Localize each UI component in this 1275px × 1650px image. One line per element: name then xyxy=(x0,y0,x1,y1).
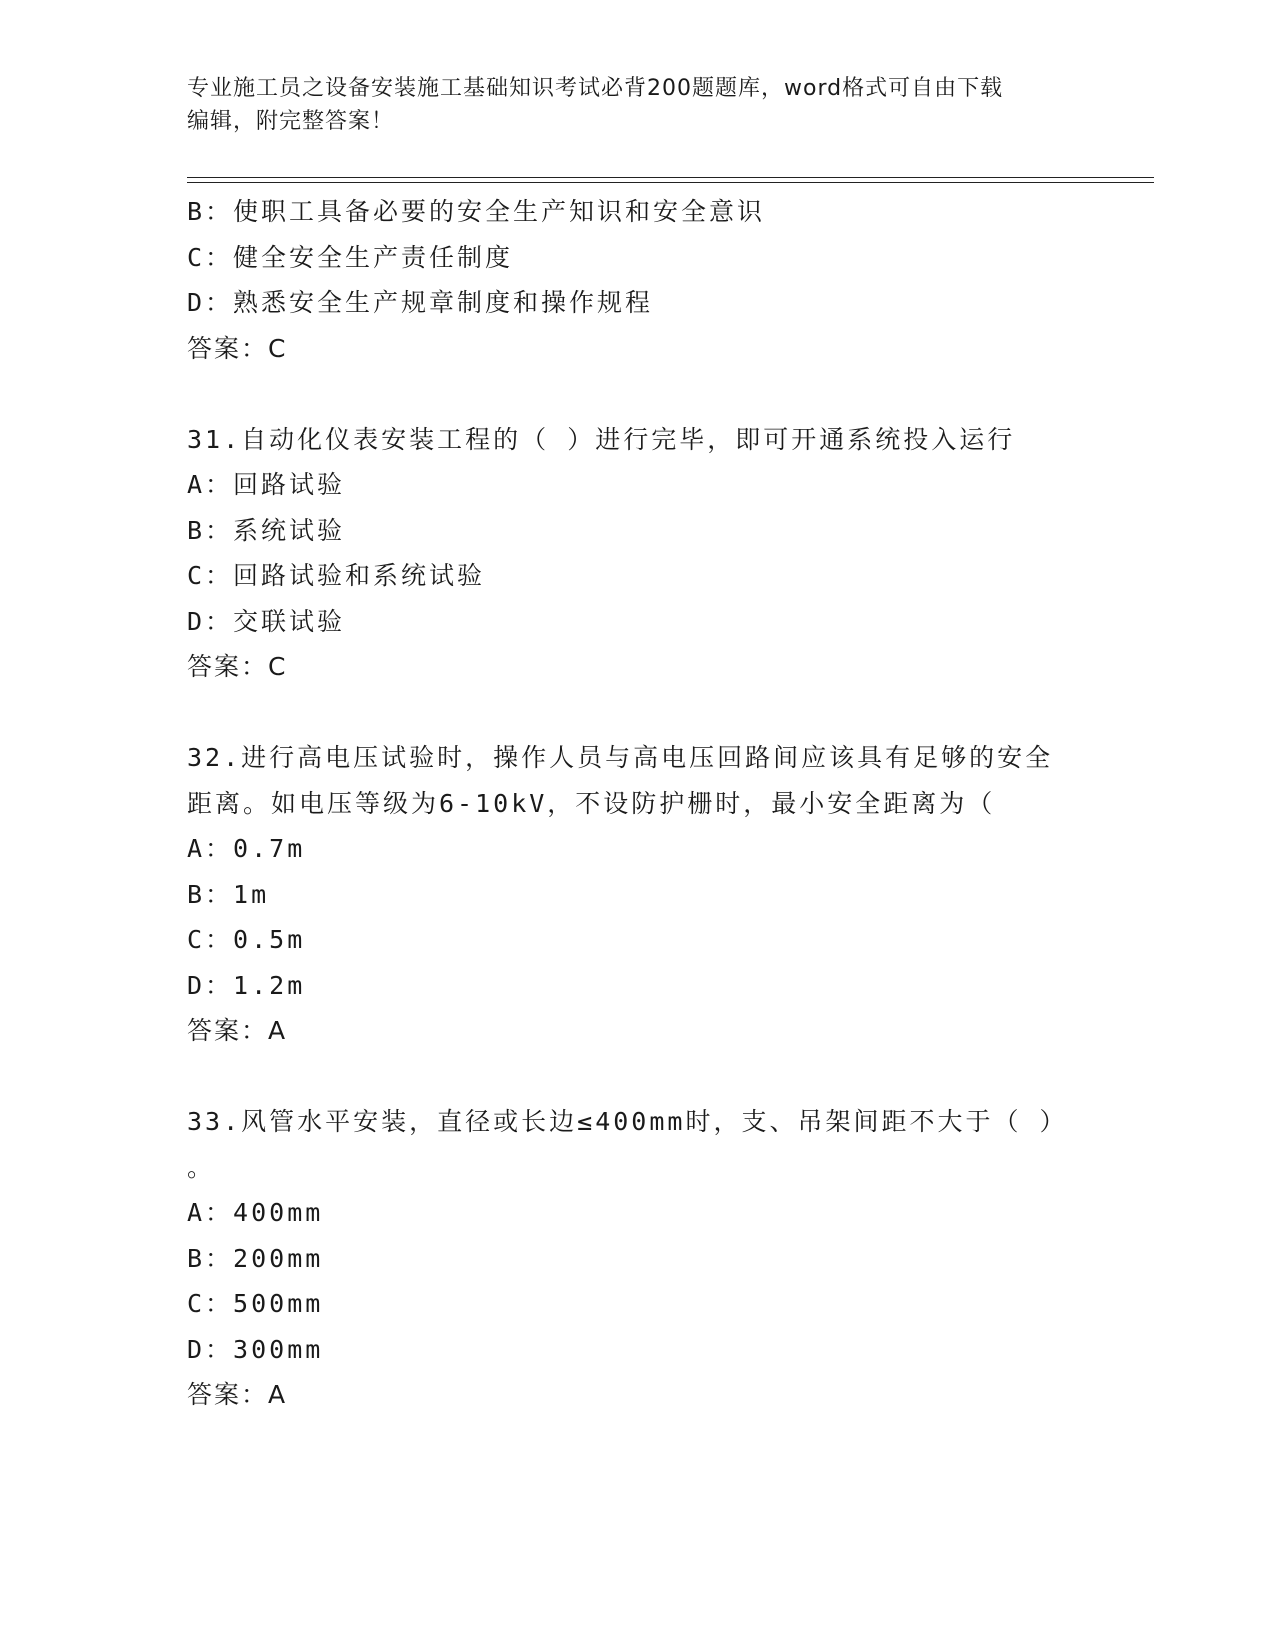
q33-option-b: B：200mm xyxy=(187,1243,324,1273)
spacer xyxy=(187,1054,1087,1100)
document-header xyxy=(187,72,1067,138)
q32-question-line-2: 距离。如电压等级为6-10kV，不设防护栅时，最小安全距离为（ xyxy=(187,788,996,818)
q33-option-c: C：500mm xyxy=(187,1289,324,1318)
q32-answer: 答案：A xyxy=(187,1016,288,1045)
q31-option-a: A：回路试验 xyxy=(187,470,346,499)
q33-option-a: A：400mm xyxy=(187,1198,324,1227)
q30-answer: 答案：C xyxy=(187,333,288,363)
header-title-line-2: 编辑，附完整答案！ xyxy=(187,109,395,134)
q32-option-c: C：0.5m xyxy=(187,925,306,954)
q30-option-c: C：健全安全生产责任制度 xyxy=(187,242,514,272)
question-32-block xyxy=(187,735,1087,1054)
q31-question: 31.自动化仪表安装工程的（ ）进行完毕，即可开通系统投入运行 xyxy=(187,424,1016,454)
q32-option-a: A：0.7m xyxy=(187,834,306,863)
q32-option-d: D：1.2m xyxy=(187,970,306,1000)
q30-option-d: D：熟悉安全生产规章制度和操作规程 xyxy=(187,288,654,317)
header-divider-top xyxy=(187,177,1154,178)
question-list xyxy=(187,189,1087,1418)
spacer xyxy=(187,371,1087,417)
header-title-line-1: 专业施工员之设备安装施工基础知识考试必背200题题库，word格式可自由下载 xyxy=(187,76,1004,101)
q31-option-c: C：回路试验和系统试验 xyxy=(187,561,486,590)
q30-option-b: B：使职工具备必要的安全生产知识和安全意识 xyxy=(187,197,766,226)
q33-option-d: D：300mm xyxy=(187,1334,324,1364)
question-31-block xyxy=(187,417,1087,690)
q33-question-line-2: 。 xyxy=(187,1152,216,1182)
question-33-block xyxy=(187,1099,1087,1418)
q31-option-b: B：系统试验 xyxy=(187,515,346,545)
question-30-block xyxy=(187,189,1087,371)
q31-option-d: D：交联试验 xyxy=(187,606,346,636)
q32-question-line-1: 32.进行高电压试验时，操作人员与高电压回路间应该具有足够的安全 xyxy=(187,743,1054,772)
q32-option-b: B：1m xyxy=(187,879,270,909)
spacer xyxy=(187,690,1087,736)
q33-answer: 答案：A xyxy=(187,1380,288,1409)
q33-question-line-1: 33.风管水平安装，直径或长边≤400mm时，支、吊架间距不大于（ ） xyxy=(187,1107,1068,1136)
header-divider-bottom xyxy=(187,182,1154,183)
q31-answer: 答案：C xyxy=(187,652,288,681)
